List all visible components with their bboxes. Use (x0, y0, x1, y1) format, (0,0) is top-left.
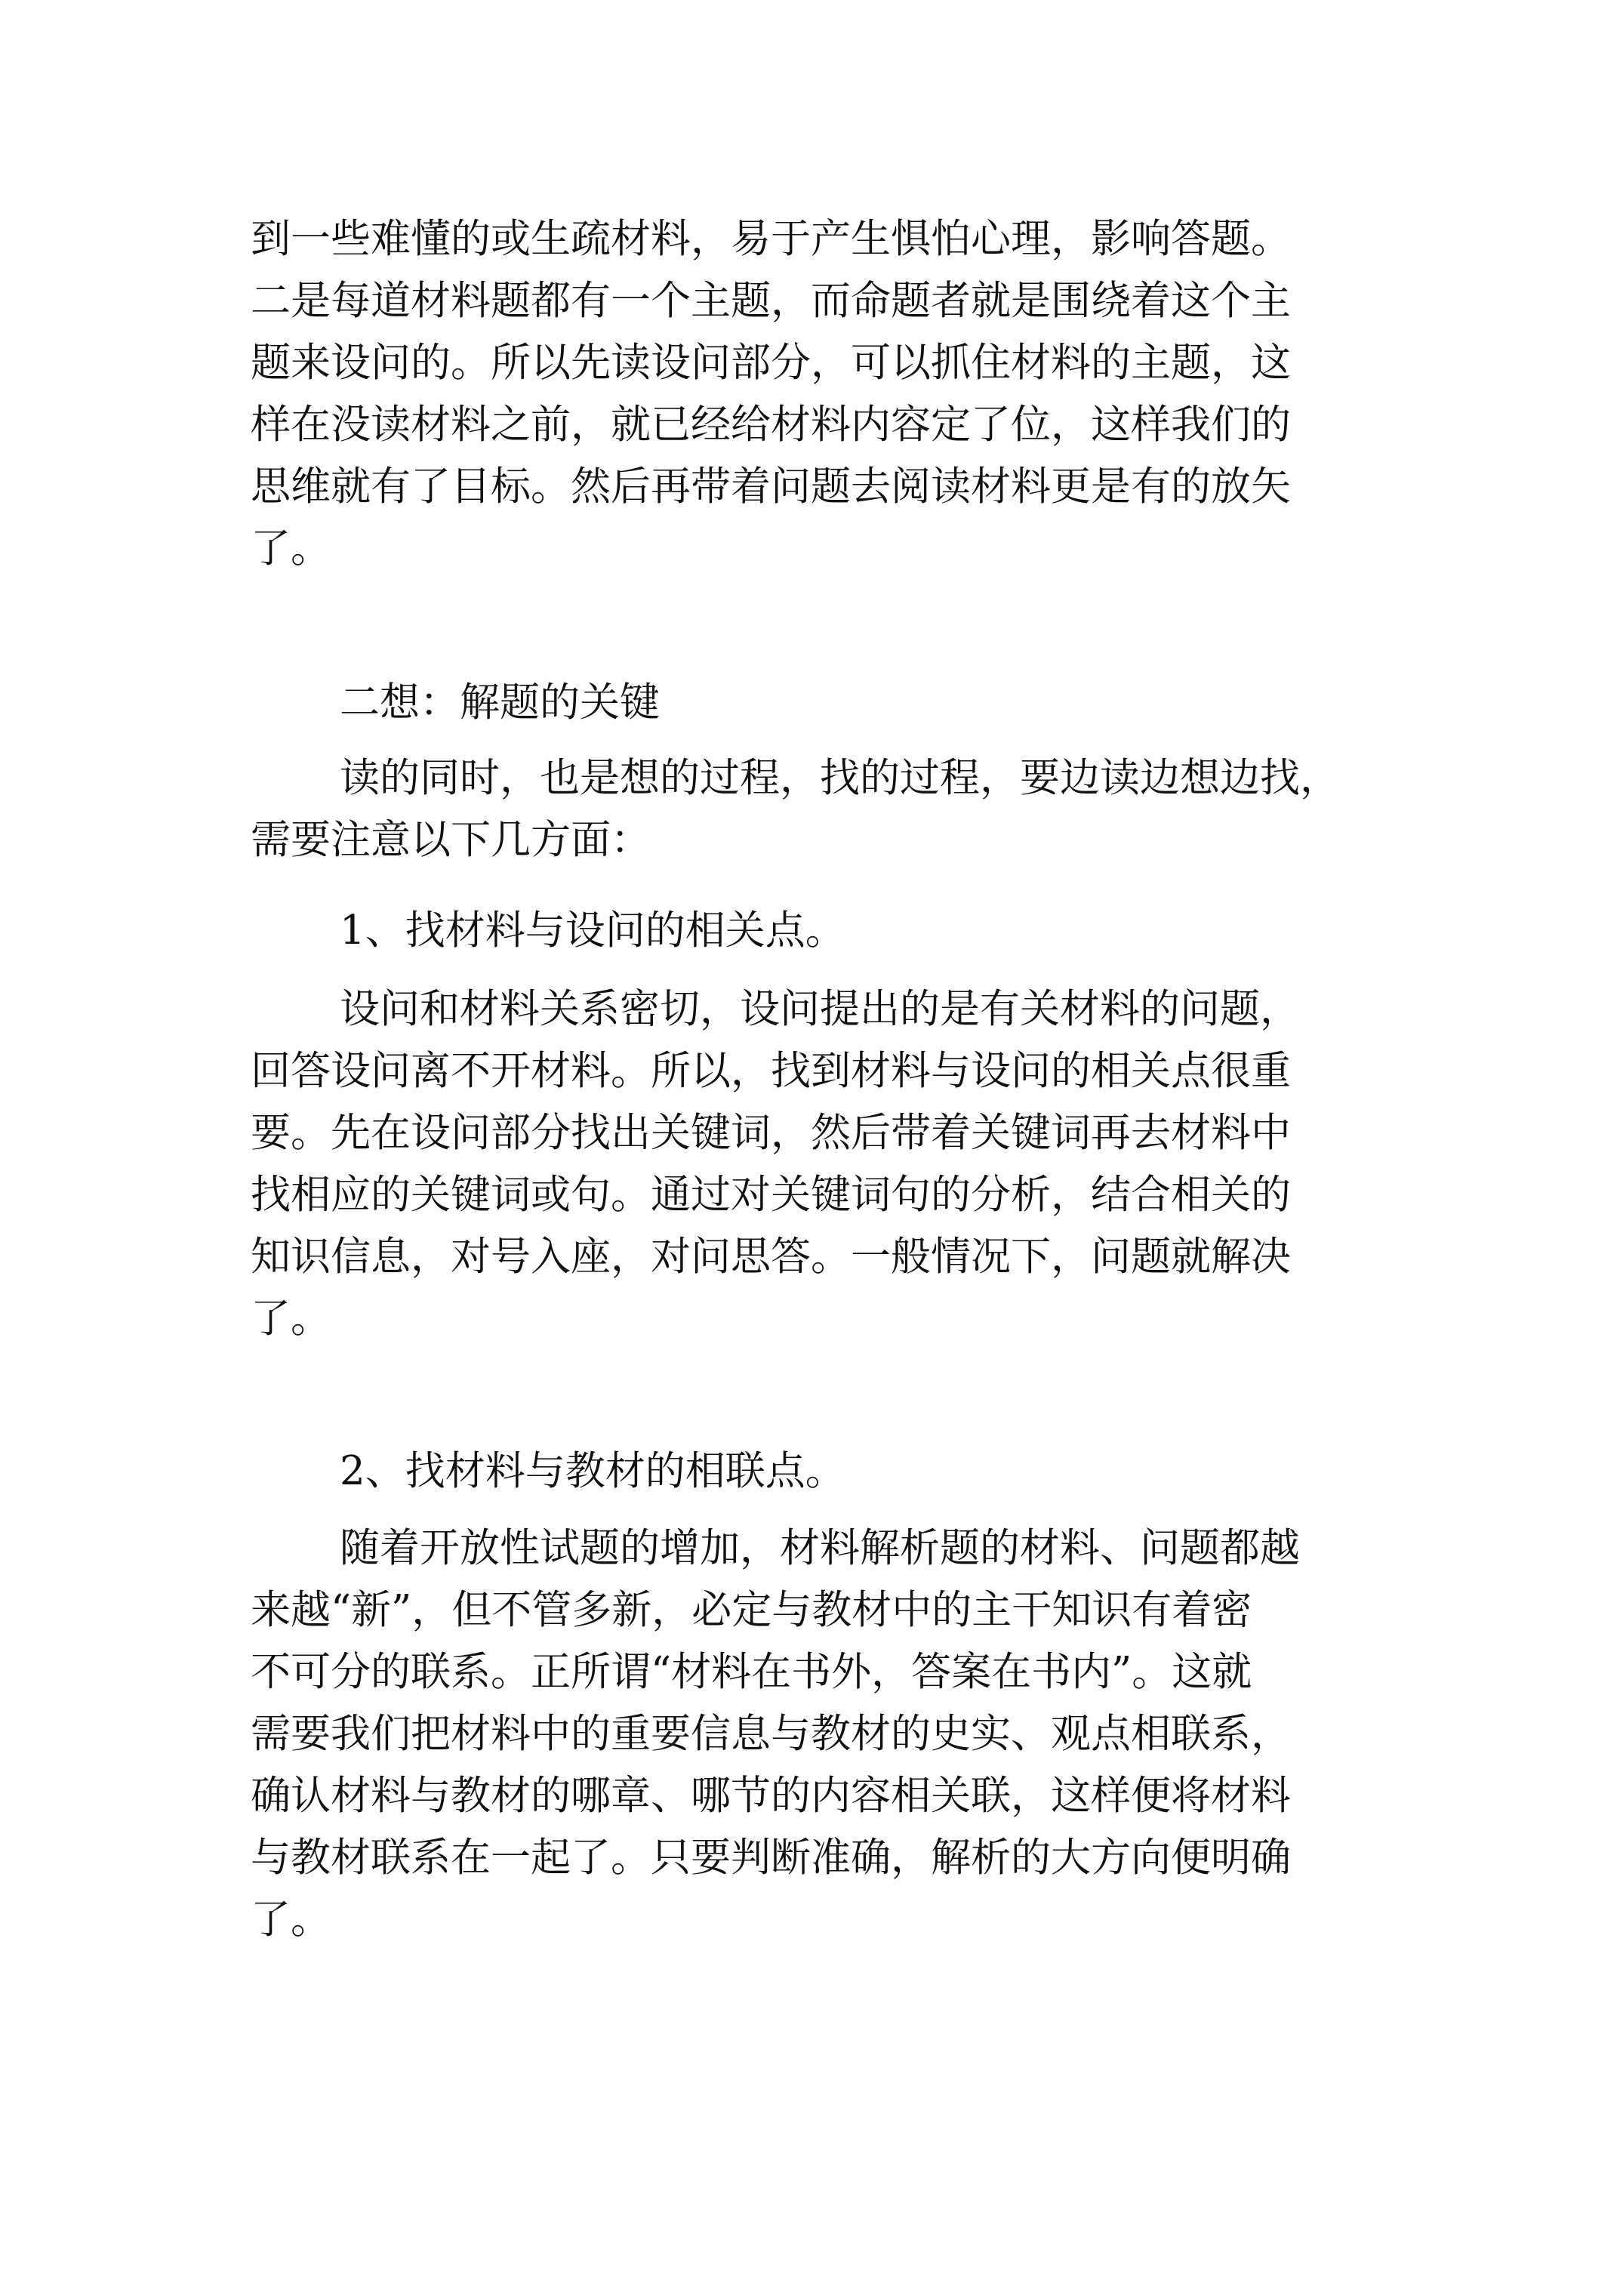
text-line: 了。 (251, 1296, 331, 1342)
heading-line: 1、找材料与设问的相关点。 (340, 908, 845, 954)
heading-line: 2、找材料与教材的相联点。 (340, 1448, 845, 1494)
list-item-heading-1 (251, 900, 845, 962)
text-line: 读的同时，也是想的过程，找的过程，要边读边想边找， (340, 755, 1340, 801)
text-line: 了。 (251, 525, 331, 572)
text-line: 样在没读材料之前，就已经给材料内容定了位，这样我们的 (251, 402, 1291, 448)
text-line: 来越“新”，但不管多新，必定与教材中的主干知识有着密 (251, 1587, 1252, 1633)
text-line: 不可分的联系。正所谓“材料在书外，答案在书内”。这就 (251, 1649, 1252, 1695)
text-line: 题来设问的。所以先读设问部分，可以抓住材料的主题，这 (251, 340, 1291, 386)
section-heading-think (251, 672, 660, 734)
paragraph-textbook-links (251, 1518, 1300, 1951)
list-item-heading-2 (251, 1441, 845, 1502)
text-line: 设问和材料关系密切，设问提出的是有关材料的问题， (340, 986, 1300, 1032)
text-line: 随着开放性试题的增加，材料解析题的材料、问题都越 (340, 1525, 1300, 1571)
text-line: 确认材料与教材的哪章、哪节的内容相关联，这样便将材料 (251, 1773, 1291, 1819)
text-line: 需要我们把材料中的重要信息与教材的史实、观点相联系， (251, 1711, 1291, 1757)
heading-line: 二想：解题的关键 (340, 680, 660, 726)
text-line: 二是每道材料题都有一个主题，而命题者就是围绕着这个主 (251, 278, 1291, 324)
text-line: 回答设问离不开材料。所以，找到材料与设问的相关点很重 (251, 1048, 1291, 1094)
text-line: 与教材联系在一起了。只要判断准确，解析的大方向便明确 (251, 1835, 1291, 1881)
text-line: 找相应的关键词或句。通过对关键词句的分析，结合相关的 (251, 1172, 1291, 1218)
text-line: 思维就有了目标。然后再带着问题去阅读材料更是有的放矢 (251, 464, 1291, 510)
text-line: 知识信息，对号入座，对问思答。一般情况下，问题就解决 (251, 1234, 1291, 1280)
text-line: 要。先在设问部分找出关键词，然后带着关键词再去材料中 (251, 1110, 1291, 1156)
text-line: 到一些难懂的或生疏材料，易于产生惧怕心理，影响答题。 (251, 216, 1291, 262)
paragraph-reading-reasons (251, 208, 1291, 580)
paragraph-related-points (251, 978, 1300, 1350)
text-line: 了。 (251, 1897, 331, 1943)
text-line: 需要注意以下几方面： (251, 817, 651, 863)
paragraph-read-think-find (251, 747, 1340, 871)
